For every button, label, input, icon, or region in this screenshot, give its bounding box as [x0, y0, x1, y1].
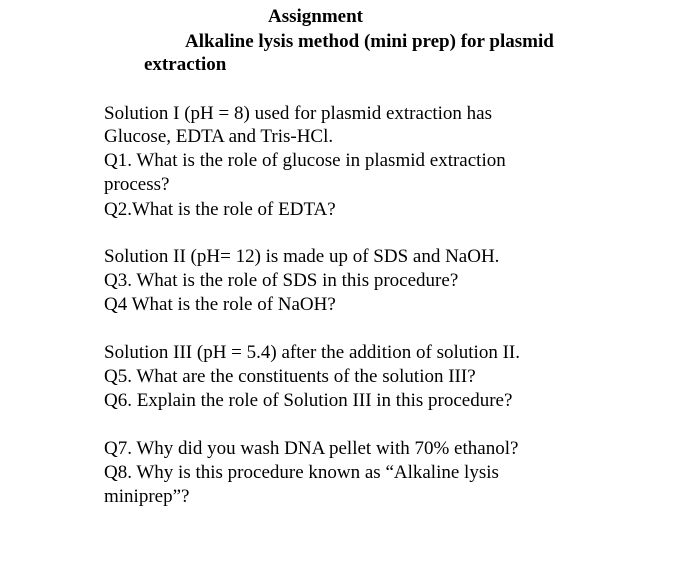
solution-iii-description: Solution III (pH = 5.4) after the addition of solution II.	[104, 342, 520, 363]
solution-ii-description: Solution II (pH= 12) is made up of SDS and NaOH.	[104, 246, 500, 267]
question-8-line1: Q8. Why is this procedure known as “Alkaline lysis	[104, 462, 499, 483]
question-2: Q2.What is the role of EDTA?	[104, 199, 336, 220]
question-1-line1: Q1. What is the role of glucose in plasmid extraction	[104, 150, 506, 171]
question-4: Q4 What is the role of NaOH?	[104, 294, 336, 315]
solution-i-description: Solution I (pH = 8) used for plasmid extraction has	[104, 103, 493, 124]
question-8-line2: miniprep”?	[104, 486, 190, 507]
question-3: Q3. What is the role of SDS in this procedure?	[104, 270, 459, 291]
question-7: Q7. Why did you wash DNA pellet with 70% ethanol?	[104, 438, 519, 459]
question-5: Q5. What are the constituents of the solution III?	[104, 366, 476, 387]
assignment-title: Assignment	[268, 6, 364, 27]
question-1-line2: process?	[104, 174, 170, 195]
solution-i-components: Glucose, EDTA and Tris-HCl.	[104, 126, 334, 147]
assignment-subtitle-line2: extraction	[144, 54, 227, 75]
assignment-subtitle-line1: Alkaline lysis method (mini prep) for plasmid	[185, 31, 554, 52]
question-6: Q6. Explain the role of Solution III in this procedure?	[104, 390, 513, 411]
